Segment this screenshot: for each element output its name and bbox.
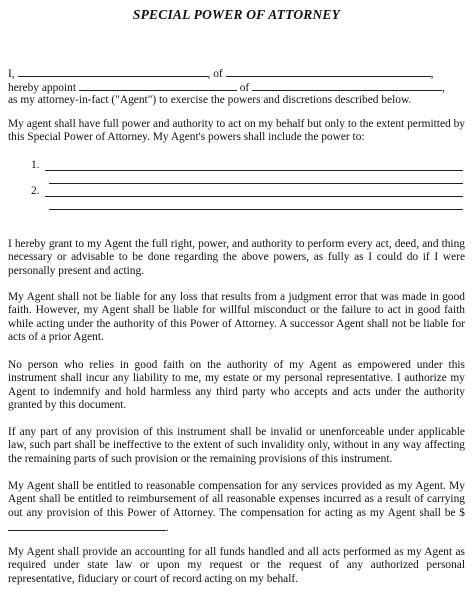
principal-of-label: , of [207, 68, 223, 80]
comma: , [442, 82, 445, 94]
power-item-2-number: 2. [31, 185, 40, 197]
principal-address-field[interactable] [226, 66, 431, 77]
document-title: SPECIAL POWER OF ATTORNEY [132, 7, 341, 22]
principal-label: I, [8, 68, 15, 80]
accounting-paragraph: My Agent shall provide an accounting for all funds handled and all acts performed as my Agent as required under state law or upon my request or the request of any authorized personal representative, fiduciary or court of record acting on my behalf. [8, 546, 465, 585]
compensation-text: My Agent shall be entitled to reasonable compensation for any services provided as my Agent. My Agent shall be entitled to reimbursement of all reasonable expenses incurred as a result of carrying out any provision of this Power of Attorney. The compensation for acting as my Agent shall be $ [8, 480, 465, 519]
agent-line [8, 80, 445, 95]
principal-name-field[interactable] [18, 66, 208, 77]
attorney-in-fact-line: as my attorney-in-fact ("Agent") to exercise the powers and discretions described below. [8, 94, 412, 106]
power-item-2-line-cont[interactable] [49, 209, 463, 210]
powers-intro: My agent shall have full power and authority to act on my behalf but only to the extent permitted by this Special Power of Attorney. My Agent's powers shall include the power to: [8, 118, 465, 144]
agent-name-field[interactable] [79, 80, 237, 91]
power-item-1-line[interactable] [45, 170, 463, 171]
power-item-1-number: 1. [31, 159, 40, 171]
agent-of-label: of [239, 82, 250, 94]
power-item-2-line[interactable] [45, 196, 463, 197]
severability-paragraph: If any part of any provision of this instrument shall be invalid or unenforceable under applicable law, such part shall be ineffective to the extent of such invalidity only, without in any way affecting the remaining parts of such provision or the remaining provisions of this instrument. [8, 426, 465, 465]
compensation-paragraph [8, 480, 465, 536]
period: . [166, 522, 169, 535]
agent-address-field[interactable] [252, 80, 442, 91]
appoint-label: hereby appoint [8, 82, 77, 94]
compensation-amount-field[interactable] [8, 520, 166, 531]
power-item-1-line-cont[interactable] [49, 183, 463, 184]
liability-paragraph: My Agent shall not be liable for any loss that results from a judgment error that was made in good faith. However, my Agent shall be liable for willful misconduct or the failure to act in good faith while acting under the authority of this Power of Attorney. A successor Agent shall not be liable for acts of a prior Agent. [8, 291, 465, 344]
reliance-paragraph: No person who relies in good faith on the authority of my Agent as empowered under this instrument shall incur any liability to me, my estate or my personal representative. I authorize my Agent to indemnify and hold harmless any third party who accepts and acts under the authority granted by this document. [8, 359, 465, 412]
comma: , [430, 68, 434, 80]
principal-line [8, 66, 433, 81]
grant-paragraph: I hereby grant to my Agent the full right, power, and authority to perform every act, deed, and thing necessary or advisable to be done regarding the above powers, as fully as I could do if I were personally present and acting. [8, 238, 465, 277]
